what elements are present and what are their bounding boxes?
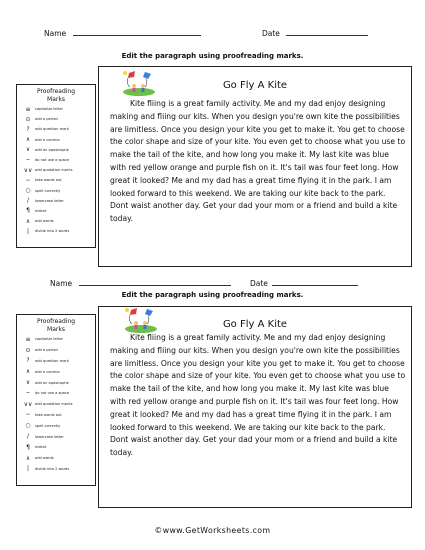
name-blank[interactable] xyxy=(79,278,231,286)
mark-row xyxy=(17,226,95,236)
mark-row xyxy=(17,165,95,175)
mark-label: add quotation marks xyxy=(35,168,73,173)
mark-label: add question mark xyxy=(35,358,69,363)
mark-label: do not use a space xyxy=(35,391,70,396)
passage-text: Kite fliing is a great family activity. Me and my dad enjoy designing making and fliing our kits. When you design you're own kite the possibilities are limitless. Once you design your kite you get to make it. You get to choose the color shape and size of your kite. You even get to choose what you use to make the tail of the kite, and how long you make it. My last kite was blue with red yellow orange and purple fish on it. It's tail was four feet long. How great it looked? Me and my dad has a great time flying it in the park. I am looked forward to this weekend. We are taking our kite back to the park. Dont waist another day. Get your dad your mom or a friend and build a kite today. xyxy=(110,333,406,458)
mark-symbol-icon: ∧ xyxy=(25,454,31,462)
mark-label: add question mark xyxy=(35,127,69,132)
mark-row xyxy=(17,399,95,410)
mark-symbol-icon: ⊙ xyxy=(25,346,31,354)
mark-row xyxy=(17,453,95,464)
mark-row xyxy=(17,377,95,388)
mark-symbol-icon: ¶ xyxy=(26,207,30,215)
mark-label: take words out xyxy=(35,412,62,417)
date-label: Date xyxy=(262,29,280,38)
mark-label: add words xyxy=(35,456,54,461)
mark-label: lowercase letter xyxy=(35,198,64,203)
mark-row xyxy=(17,186,95,196)
mark-symbol-icon: ∧ xyxy=(25,368,31,376)
mark-label: capitalize letter xyxy=(35,337,64,342)
mark-label: spell correctly xyxy=(35,423,61,428)
mark-label: add an apostrophe xyxy=(35,380,69,385)
date-field[interactable] xyxy=(250,278,358,288)
mark-label: spell correctly xyxy=(35,188,61,193)
mark-label: add a comma xyxy=(35,137,60,142)
marks-list xyxy=(17,334,95,474)
name-blank[interactable] xyxy=(73,28,201,36)
mark-symbol-icon: ∨∨ xyxy=(23,166,33,174)
footer-copyright: ©www.GetWorksheets.com xyxy=(154,526,271,535)
mark-symbol-icon: ⌣ xyxy=(26,389,30,397)
mark-label: add a period xyxy=(35,348,58,353)
name-field[interactable] xyxy=(50,278,231,288)
instructions: Edit the paragraph using proofreading marks. xyxy=(121,291,304,299)
mark-row xyxy=(17,442,95,453)
worksheet-top xyxy=(0,0,425,270)
mark-symbol-icon: | xyxy=(26,465,30,473)
passage-box xyxy=(98,66,412,267)
mark-row xyxy=(17,334,95,345)
mark-symbol-icon: ⌣ xyxy=(26,156,30,164)
mark-symbol-icon: ≡ xyxy=(25,105,31,113)
mark-symbol-icon: ∨ xyxy=(25,146,31,154)
mark-row xyxy=(17,410,95,421)
mark-label: indent xyxy=(35,208,47,213)
name-label: Name xyxy=(50,279,73,288)
mark-symbol-icon: ∽ xyxy=(25,176,31,184)
mark-symbol-icon: ⊙ xyxy=(25,115,31,123)
mark-label: add words xyxy=(35,219,54,224)
worksheet-bottom xyxy=(0,268,425,538)
mark-row xyxy=(17,135,95,145)
mark-symbol-icon: / xyxy=(26,197,30,205)
mark-symbol-icon: ○ xyxy=(25,422,31,430)
mark-row xyxy=(17,366,95,377)
marks-title: Proofreading Marks xyxy=(36,318,76,333)
passage-box xyxy=(98,306,412,508)
mark-row xyxy=(17,464,95,475)
mark-row xyxy=(17,206,95,216)
mark-symbol-icon: ∧ xyxy=(25,136,31,144)
mark-row xyxy=(17,104,95,114)
mark-label: add an apostrophe xyxy=(35,147,69,152)
mark-symbol-icon: | xyxy=(26,227,30,235)
mark-label: capitalize letter xyxy=(35,107,64,112)
mark-label: add quotation marks xyxy=(35,402,73,407)
date-blank[interactable] xyxy=(272,278,358,286)
mark-row xyxy=(17,175,95,185)
mark-symbol-icon: ∧ xyxy=(25,217,31,225)
mark-label: take words out xyxy=(35,178,62,183)
mark-row xyxy=(17,114,95,124)
marks-list xyxy=(17,104,95,236)
instructions: Edit the paragraph using proofreading marks. xyxy=(121,52,304,60)
passage-text: Kite fliing is a great family activity. Me and my dad enjoy designing making and fliing our kits. When you design you're own kite the possibilities are limitless. Once you design your kite you get to make it. You get to choose the color shape and size of your kite. You even get to choose what you use to make the tail of the kite, and how long you make it. My last kite was blue with red yellow orange and purple fish on it. It's tail was four feet long. How great it looked? Me and my dad has a great time flying it in the park. I am looked forward to this weekend. We are taking our kite back to the park. Dont waist another day. Get your dad your mom or a friend and build a kite today. xyxy=(110,99,406,224)
mark-symbol-icon: ○ xyxy=(25,187,31,195)
proofreading-marks-box xyxy=(16,84,96,248)
mark-symbol-icon: ∨ xyxy=(25,379,31,387)
passage-title: Go Fly A Kite xyxy=(222,319,288,330)
proofreading-marks-box xyxy=(16,314,96,486)
mark-symbol-icon: ¶ xyxy=(26,443,30,451)
mark-symbol-icon: / xyxy=(26,433,30,441)
mark-label: add a comma xyxy=(35,369,60,374)
mark-row xyxy=(17,356,95,367)
name-field[interactable] xyxy=(44,28,201,38)
mark-symbol-icon: ? xyxy=(26,125,30,133)
mark-row xyxy=(17,196,95,206)
date-label: Date xyxy=(250,279,268,288)
marks-title: Proofreading Marks xyxy=(36,88,76,103)
mark-row xyxy=(17,145,95,155)
mark-label: indent xyxy=(35,445,47,450)
date-blank[interactable] xyxy=(286,28,368,36)
mark-symbol-icon: ≡ xyxy=(25,335,31,343)
mark-label: lowercase letter xyxy=(35,434,64,439)
mark-row xyxy=(17,155,95,165)
mark-row xyxy=(17,216,95,226)
date-field[interactable] xyxy=(262,28,368,38)
mark-symbol-icon: ∨∨ xyxy=(23,400,33,408)
mark-label: divide into 2 words xyxy=(35,466,70,471)
mark-label: do not use a space xyxy=(35,158,70,163)
mark-row xyxy=(17,420,95,431)
mark-row xyxy=(17,388,95,399)
mark-symbol-icon: ? xyxy=(26,357,30,365)
mark-label: add a period xyxy=(35,117,58,122)
mark-row xyxy=(17,431,95,442)
name-label: Name xyxy=(44,29,67,38)
mark-row xyxy=(17,124,95,134)
mark-symbol-icon: ∽ xyxy=(25,411,31,419)
passage-title: Go Fly A Kite xyxy=(222,80,288,91)
mark-row xyxy=(17,345,95,356)
mark-label: divide into 2 words xyxy=(35,229,70,234)
